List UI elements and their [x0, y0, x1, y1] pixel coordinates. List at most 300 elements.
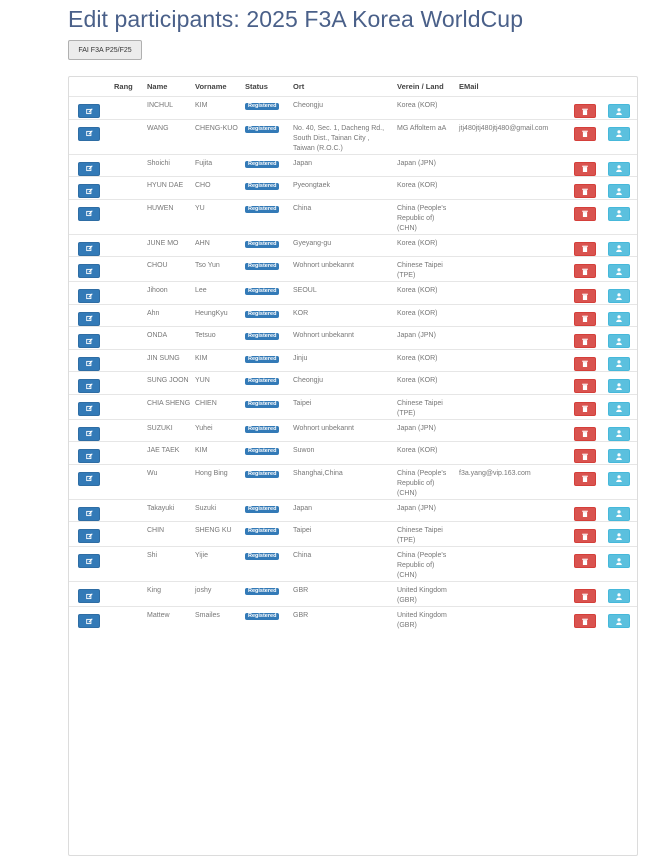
- firstname-cell: Yuhei: [193, 419, 243, 442]
- table-row: [69, 464, 637, 499]
- participant-info-button[interactable]: [608, 472, 630, 486]
- place-cell: GBR: [291, 607, 395, 632]
- edit-button[interactable]: [78, 589, 100, 603]
- trash-icon: [582, 510, 588, 517]
- status-cell: [243, 119, 291, 154]
- club-cell: Korea (KOR): [395, 97, 457, 120]
- delete-cell: [569, 97, 602, 120]
- status-cell: [243, 464, 291, 499]
- info-cell: [602, 419, 637, 442]
- place-cell: Wohnort unbekannt: [291, 257, 395, 282]
- firstname-cell: AHN: [193, 234, 243, 257]
- trash-icon: [582, 188, 588, 195]
- delete-cell: [569, 499, 602, 522]
- club-cell: Korea (KOR): [395, 282, 457, 305]
- edit-cell: [69, 97, 112, 120]
- user-icon: [616, 383, 622, 390]
- delete-button[interactable]: [574, 207, 596, 221]
- rank-cell: [112, 257, 145, 282]
- status-badge: Registered: [245, 448, 279, 455]
- delete-button[interactable]: [574, 472, 596, 486]
- edit-button[interactable]: [78, 472, 100, 486]
- edit-cell: [69, 177, 112, 200]
- place-cell: Taipei: [291, 522, 395, 547]
- table-row: [69, 582, 637, 607]
- edit-cell: [69, 304, 112, 327]
- place-cell: China: [291, 199, 395, 234]
- status-badge: Registered: [245, 613, 279, 620]
- status-badge: Registered: [245, 311, 279, 318]
- email-cell: [457, 372, 569, 395]
- firstname-cell: Suzuki: [193, 499, 243, 522]
- edit-button[interactable]: [78, 334, 100, 348]
- name-cell: JUNE MO: [145, 234, 193, 257]
- email-cell: [457, 499, 569, 522]
- email-cell: [457, 327, 569, 350]
- table-header-row: [69, 77, 637, 97]
- delete-cell: [569, 234, 602, 257]
- edit-cell: [69, 607, 112, 632]
- trash-icon: [582, 405, 588, 412]
- name-cell: HUWEN: [145, 199, 193, 234]
- rank-cell: [112, 119, 145, 154]
- edit-button[interactable]: [78, 614, 100, 628]
- participant-info-button[interactable]: [608, 589, 630, 603]
- edit-icon: [86, 268, 93, 275]
- name-cell: CHIN: [145, 522, 193, 547]
- email-cell: [457, 582, 569, 607]
- club-cell: Korea (KOR): [395, 234, 457, 257]
- info-cell: [602, 97, 637, 120]
- participant-info-button[interactable]: [608, 104, 630, 118]
- firstname-cell: KIM: [193, 97, 243, 120]
- email-cell: [457, 442, 569, 465]
- edit-button[interactable]: [78, 264, 100, 278]
- participant-info-button[interactable]: [608, 312, 630, 326]
- status-badge: Registered: [245, 206, 279, 213]
- delete-button[interactable]: [574, 614, 596, 628]
- delete-button[interactable]: [574, 104, 596, 118]
- edit-cell: [69, 257, 112, 282]
- trash-icon: [582, 453, 588, 460]
- user-icon: [616, 108, 622, 115]
- table-row: [69, 257, 637, 282]
- status-badge: Registered: [245, 126, 279, 133]
- club-cell: Japan (JPN): [395, 419, 457, 442]
- participants-panel: [68, 76, 638, 856]
- participant-info-button[interactable]: [608, 554, 630, 568]
- table-row: [69, 154, 637, 177]
- email-cell: [457, 199, 569, 234]
- edit-button[interactable]: [78, 554, 100, 568]
- place-cell: Jinju: [291, 349, 395, 372]
- status-badge: Registered: [245, 333, 279, 340]
- edit-cell: [69, 372, 112, 395]
- trash-icon: [582, 268, 588, 275]
- club-cell: Korea (KOR): [395, 442, 457, 465]
- participant-info-button[interactable]: [608, 449, 630, 463]
- delete-button[interactable]: [574, 162, 596, 176]
- rank-cell: [112, 282, 145, 305]
- header-info: [602, 77, 637, 97]
- user-icon: [616, 293, 622, 300]
- table-row: [69, 394, 637, 419]
- user-icon: [616, 533, 622, 540]
- participants-table: [69, 77, 637, 631]
- place-cell: Taipei: [291, 394, 395, 419]
- status-cell: [243, 394, 291, 419]
- participant-info-button[interactable]: [608, 289, 630, 303]
- participant-info-button[interactable]: [608, 402, 630, 416]
- edit-icon: [86, 130, 93, 137]
- email-cell: [457, 282, 569, 305]
- info-cell: [602, 177, 637, 200]
- edit-button[interactable]: [78, 104, 100, 118]
- delete-button[interactable]: [574, 264, 596, 278]
- place-cell: Pyeongtaek: [291, 177, 395, 200]
- edit-icon: [86, 338, 93, 345]
- status-badge: Registered: [245, 103, 279, 110]
- name-cell: Shi: [145, 547, 193, 582]
- name-cell: JAE TAEK: [145, 442, 193, 465]
- name-cell: SUNG JOON: [145, 372, 193, 395]
- edit-icon: [86, 618, 93, 625]
- info-cell: [602, 582, 637, 607]
- header-edit: [69, 77, 112, 97]
- delete-cell: [569, 282, 602, 305]
- edit-button[interactable]: [78, 379, 100, 393]
- rank-cell: [112, 154, 145, 177]
- edit-cell: [69, 327, 112, 350]
- name-cell: Ahn: [145, 304, 193, 327]
- delete-button[interactable]: [574, 402, 596, 416]
- place-cell: China: [291, 547, 395, 582]
- delete-button[interactable]: [574, 379, 596, 393]
- trash-icon: [582, 360, 588, 367]
- edit-button[interactable]: [78, 357, 100, 371]
- club-cell: Korea (KOR): [395, 349, 457, 372]
- header-rank: Rang: [114, 82, 133, 91]
- info-cell: [602, 442, 637, 465]
- edit-button[interactable]: [78, 507, 100, 521]
- edit-icon: [86, 315, 93, 322]
- info-cell: [602, 234, 637, 257]
- delete-button[interactable]: [574, 589, 596, 603]
- trash-icon: [582, 383, 588, 390]
- trash-icon: [582, 293, 588, 300]
- edit-cell: [69, 154, 112, 177]
- club-cell: China (People's Republic of) (CHN): [395, 464, 457, 499]
- email-cell: jtj480jtj480jtj480@gmail.com: [457, 119, 569, 154]
- participant-info-button[interactable]: [608, 529, 630, 543]
- place-cell: Gyeyang-gu: [291, 234, 395, 257]
- user-icon: [616, 130, 622, 137]
- email-cell: f3a.yang@vip.163.com: [457, 464, 569, 499]
- firstname-cell: CHIEN: [193, 394, 243, 419]
- header-name: Name: [147, 82, 168, 91]
- rank-cell: [112, 582, 145, 607]
- club-cell: Korea (KOR): [395, 304, 457, 327]
- delete-button[interactable]: [574, 184, 596, 198]
- place-cell: No. 40, Sec. 1, Dacheng Rd., South Dist., Tainan City , Taiwan (R.O.C.): [291, 119, 395, 154]
- status-badge: Registered: [245, 241, 279, 248]
- edit-icon: [86, 210, 93, 217]
- delete-button[interactable]: [574, 242, 596, 256]
- class-filter-button[interactable]: FAI F3A P25/F25: [68, 40, 142, 60]
- user-icon: [616, 210, 622, 217]
- delete-cell: [569, 442, 602, 465]
- name-cell: Takayuki: [145, 499, 193, 522]
- header-email: EMail: [459, 82, 479, 91]
- status-cell: [243, 522, 291, 547]
- email-cell: [457, 234, 569, 257]
- edit-button[interactable]: [78, 184, 100, 198]
- club-cell: Chinese Taipei (TPE): [395, 394, 457, 419]
- name-cell: CHOU: [145, 257, 193, 282]
- edit-icon: [86, 245, 93, 252]
- email-cell: [457, 607, 569, 632]
- table-row: [69, 442, 637, 465]
- club-cell: Japan (JPN): [395, 327, 457, 350]
- delete-cell: [569, 327, 602, 350]
- status-badge: Registered: [245, 528, 279, 535]
- trash-icon: [582, 618, 588, 625]
- name-cell: Wu: [145, 464, 193, 499]
- edit-cell: [69, 394, 112, 419]
- participant-info-button[interactable]: [608, 334, 630, 348]
- status-cell: [243, 582, 291, 607]
- info-cell: [602, 304, 637, 327]
- club-cell: Chinese Taipei (TPE): [395, 522, 457, 547]
- status-cell: [243, 442, 291, 465]
- status-cell: [243, 372, 291, 395]
- edit-button[interactable]: [78, 162, 100, 176]
- edit-cell: [69, 522, 112, 547]
- participant-info-button[interactable]: [608, 162, 630, 176]
- delete-button[interactable]: [574, 127, 596, 141]
- edit-cell: [69, 582, 112, 607]
- name-cell: CHIA SHENG: [145, 394, 193, 419]
- edit-button[interactable]: [78, 127, 100, 141]
- edit-button[interactable]: [78, 427, 100, 441]
- delete-cell: [569, 582, 602, 607]
- status-badge: Registered: [245, 356, 279, 363]
- place-cell: SEOUL: [291, 282, 395, 305]
- user-icon: [616, 430, 622, 437]
- edit-icon: [86, 430, 93, 437]
- edit-icon: [86, 383, 93, 390]
- firstname-cell: CHENG-KUO: [193, 119, 243, 154]
- delete-cell: [569, 349, 602, 372]
- name-cell: Jihoon: [145, 282, 193, 305]
- trash-icon: [582, 338, 588, 345]
- edit-button[interactable]: [78, 207, 100, 221]
- delete-button[interactable]: [574, 312, 596, 326]
- edit-button[interactable]: [78, 289, 100, 303]
- status-cell: [243, 199, 291, 234]
- user-icon: [616, 618, 622, 625]
- trash-icon: [582, 475, 588, 482]
- status-cell: [243, 257, 291, 282]
- user-icon: [616, 405, 622, 412]
- delete-cell: [569, 119, 602, 154]
- firstname-cell: HeungKyu: [193, 304, 243, 327]
- user-icon: [616, 558, 622, 565]
- firstname-cell: KIM: [193, 349, 243, 372]
- delete-button[interactable]: [574, 507, 596, 521]
- trash-icon: [582, 533, 588, 540]
- trash-icon: [582, 245, 588, 252]
- page-title: Edit participants: 2025 F3A Korea WorldCup: [68, 6, 524, 32]
- rank-cell: [112, 234, 145, 257]
- club-cell: MG Affoltern aA: [395, 119, 457, 154]
- status-badge: Registered: [245, 471, 279, 478]
- delete-cell: [569, 522, 602, 547]
- table-row: [69, 372, 637, 395]
- status-badge: Registered: [245, 378, 279, 385]
- table-row: [69, 607, 637, 632]
- place-cell: Wohnort unbekannt: [291, 419, 395, 442]
- edit-icon: [86, 558, 93, 565]
- status-cell: [243, 154, 291, 177]
- user-icon: [616, 165, 622, 172]
- table-row: [69, 547, 637, 582]
- delete-button[interactable]: [574, 334, 596, 348]
- edit-button[interactable]: [78, 529, 100, 543]
- place-cell: Cheongju: [291, 97, 395, 120]
- participant-info-button[interactable]: [608, 184, 630, 198]
- rank-cell: [112, 199, 145, 234]
- status-cell: [243, 97, 291, 120]
- participant-info-button[interactable]: [608, 264, 630, 278]
- delete-cell: [569, 394, 602, 419]
- delete-button[interactable]: [574, 449, 596, 463]
- table-row: [69, 234, 637, 257]
- header-delete: [569, 77, 602, 97]
- delete-cell: [569, 419, 602, 442]
- delete-cell: [569, 372, 602, 395]
- firstname-cell: YU: [193, 199, 243, 234]
- name-cell: HYUN DAE: [145, 177, 193, 200]
- name-cell: INCHUL: [145, 97, 193, 120]
- trash-icon: [582, 558, 588, 565]
- club-cell: Japan (JPN): [395, 499, 457, 522]
- edit-cell: [69, 199, 112, 234]
- edit-icon: [86, 360, 93, 367]
- edit-icon: [86, 108, 93, 115]
- info-cell: [602, 154, 637, 177]
- info-cell: [602, 327, 637, 350]
- edit-button[interactable]: [78, 449, 100, 463]
- participant-info-button[interactable]: [608, 357, 630, 371]
- name-cell: SUZUKI: [145, 419, 193, 442]
- participant-info-button[interactable]: [608, 507, 630, 521]
- status-cell: [243, 607, 291, 632]
- club-cell: Chinese Taipei (TPE): [395, 257, 457, 282]
- email-cell: [457, 304, 569, 327]
- rank-cell: [112, 177, 145, 200]
- info-cell: [602, 257, 637, 282]
- club-cell: China (People's Republic of) (CHN): [395, 547, 457, 582]
- table-row: [69, 499, 637, 522]
- edit-cell: [69, 234, 112, 257]
- delete-button[interactable]: [574, 529, 596, 543]
- header-status: Status: [245, 82, 268, 91]
- edit-button[interactable]: [78, 312, 100, 326]
- participant-info-button[interactable]: [608, 242, 630, 256]
- delete-button[interactable]: [574, 289, 596, 303]
- email-cell: [457, 419, 569, 442]
- rank-cell: [112, 522, 145, 547]
- status-cell: [243, 234, 291, 257]
- table-row: [69, 199, 637, 234]
- club-cell: United Kingdom (GBR): [395, 582, 457, 607]
- edit-icon: [86, 533, 93, 540]
- info-cell: [602, 119, 637, 154]
- trash-icon: [582, 593, 588, 600]
- participant-info-button[interactable]: [608, 207, 630, 221]
- status-cell: [243, 547, 291, 582]
- delete-cell: [569, 199, 602, 234]
- participant-info-button[interactable]: [608, 427, 630, 441]
- table-row: [69, 119, 637, 154]
- rank-cell: [112, 607, 145, 632]
- user-icon: [616, 360, 622, 367]
- firstname-cell: joshy: [193, 582, 243, 607]
- table-body: [69, 97, 637, 632]
- participant-info-button[interactable]: [608, 614, 630, 628]
- place-cell: Suwon: [291, 442, 395, 465]
- edit-button[interactable]: [78, 242, 100, 256]
- delete-cell: [569, 177, 602, 200]
- firstname-cell: CHO: [193, 177, 243, 200]
- rank-cell: [112, 464, 145, 499]
- delete-button[interactable]: [574, 554, 596, 568]
- edit-cell: [69, 442, 112, 465]
- info-cell: [602, 607, 637, 632]
- rank-cell: [112, 372, 145, 395]
- info-cell: [602, 282, 637, 305]
- status-badge: Registered: [245, 401, 279, 408]
- edit-icon: [86, 188, 93, 195]
- email-cell: [457, 547, 569, 582]
- info-cell: [602, 372, 637, 395]
- status-badge: Registered: [245, 161, 279, 168]
- rank-cell: [112, 499, 145, 522]
- edit-cell: [69, 282, 112, 305]
- table-row: [69, 177, 637, 200]
- user-icon: [616, 245, 622, 252]
- club-cell: Korea (KOR): [395, 177, 457, 200]
- trash-icon: [582, 165, 588, 172]
- name-cell: JIN SUNG: [145, 349, 193, 372]
- delete-cell: [569, 607, 602, 632]
- firstname-cell: SHENG KU: [193, 522, 243, 547]
- edit-button[interactable]: [78, 402, 100, 416]
- info-cell: [602, 349, 637, 372]
- delete-button[interactable]: [574, 357, 596, 371]
- trash-icon: [582, 130, 588, 137]
- place-cell: Japan: [291, 499, 395, 522]
- user-icon: [616, 475, 622, 482]
- club-cell: Korea (KOR): [395, 372, 457, 395]
- rank-cell: [112, 442, 145, 465]
- participant-info-button[interactable]: [608, 379, 630, 393]
- status-cell: [243, 327, 291, 350]
- delete-button[interactable]: [574, 427, 596, 441]
- firstname-cell: Tetsuo: [193, 327, 243, 350]
- participant-info-button[interactable]: [608, 127, 630, 141]
